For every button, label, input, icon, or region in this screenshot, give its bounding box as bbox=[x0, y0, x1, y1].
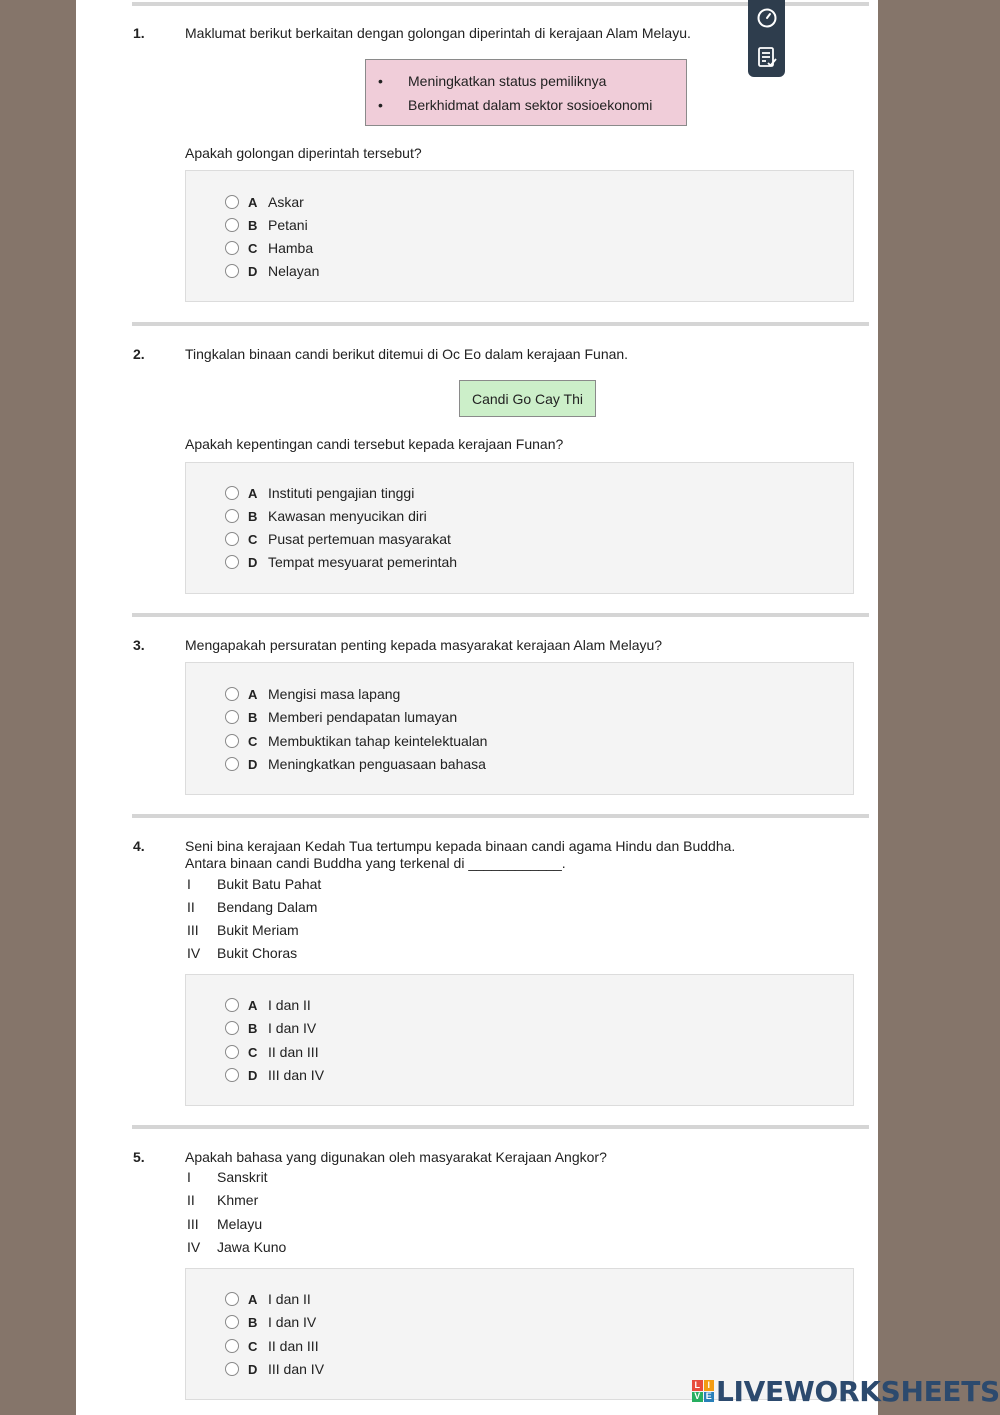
answer-options-box bbox=[185, 462, 854, 594]
radio-button[interactable] bbox=[225, 710, 239, 724]
option-a[interactable]: A Askar bbox=[225, 192, 304, 212]
timer-icon[interactable] bbox=[753, 4, 780, 31]
question-text: Apakah bahasa yang digunakan oleh masyarakat Kerajaan Angkor? bbox=[185, 1149, 607, 1165]
question-number: 1. bbox=[133, 25, 145, 41]
radio-button[interactable] bbox=[225, 1068, 239, 1082]
question-number: 2. bbox=[133, 346, 145, 362]
brand-name: LIVEWORKSHEETS bbox=[716, 1374, 1000, 1408]
option-c[interactable]: C Hamba bbox=[225, 238, 313, 258]
option-b[interactable]: B Kawasan menyucikan diri bbox=[225, 506, 427, 526]
info-box: Candi Go Cay Thi bbox=[459, 380, 596, 417]
floating-toolbar bbox=[748, 0, 785, 77]
option-d[interactable]: D III dan IV bbox=[225, 1065, 324, 1085]
radio-button[interactable] bbox=[225, 195, 239, 209]
option-a[interactable]: A I dan II bbox=[225, 1289, 311, 1309]
question-text: Seni bina kerajaan Kedah Tua tertumpu kepada binaan candi agama Hindu dan Buddha. bbox=[185, 838, 736, 854]
option-a[interactable]: A I dan II bbox=[225, 995, 311, 1015]
info-list-item: • Meningkatkan status pemiliknya bbox=[378, 73, 607, 89]
radio-button[interactable] bbox=[225, 1021, 239, 1035]
question-separator bbox=[132, 1125, 869, 1129]
checklist-icon[interactable] bbox=[753, 43, 780, 70]
option-b[interactable]: B I dan IV bbox=[225, 1312, 316, 1332]
radio-button[interactable] bbox=[225, 998, 239, 1012]
question-number: 4. bbox=[133, 838, 145, 854]
statement-item: I Sanskrit bbox=[187, 1169, 268, 1185]
radio-button[interactable] bbox=[225, 757, 239, 771]
question-number: 3. bbox=[133, 637, 145, 653]
liveworksheets-logo bbox=[692, 1375, 1000, 1407]
radio-button[interactable] bbox=[225, 1292, 239, 1306]
radio-button[interactable] bbox=[225, 218, 239, 232]
statement-item: II Bendang Dalam bbox=[187, 899, 318, 915]
radio-button[interactable] bbox=[225, 509, 239, 523]
radio-button[interactable] bbox=[225, 1045, 239, 1059]
option-c[interactable]: C II dan III bbox=[225, 1042, 319, 1062]
answer-options-box bbox=[185, 662, 854, 795]
statement-item: I Bukit Batu Pahat bbox=[187, 876, 322, 892]
worksheet-page bbox=[76, 0, 878, 1415]
option-d[interactable]: D Meningkatkan penguasaan bahasa bbox=[225, 754, 486, 774]
option-b[interactable]: B I dan IV bbox=[225, 1018, 316, 1038]
radio-button[interactable] bbox=[225, 241, 239, 255]
question-prompt: Apakah golongan diperintah tersebut? bbox=[185, 145, 422, 161]
radio-button[interactable] bbox=[225, 1339, 239, 1353]
question-prompt: Apakah kepentingan candi tersebut kepada kerajaan Funan? bbox=[185, 436, 564, 452]
option-c[interactable]: C Pusat pertemuan masyarakat bbox=[225, 529, 451, 549]
answer-options-box bbox=[185, 170, 854, 302]
option-c[interactable]: C II dan III bbox=[225, 1336, 319, 1356]
info-list-item: • Berkhidmat dalam sektor sosioekonomi bbox=[378, 97, 653, 113]
radio-button[interactable] bbox=[225, 687, 239, 701]
option-a[interactable]: A Instituti pengajian tinggi bbox=[225, 483, 414, 503]
question-text: Mengapakah persuratan penting kepada masyarakat kerajaan Alam Melayu? bbox=[185, 637, 663, 653]
radio-button[interactable] bbox=[225, 486, 239, 500]
statement-item: III Melayu bbox=[187, 1216, 263, 1232]
radio-button[interactable] bbox=[225, 532, 239, 546]
option-d[interactable]: D Tempat mesyuarat pemerintah bbox=[225, 552, 457, 572]
answer-options-box bbox=[185, 974, 854, 1106]
statement-item: IV Jawa Kuno bbox=[187, 1239, 287, 1255]
option-b[interactable]: B Memberi pendapatan lumayan bbox=[225, 707, 457, 727]
option-a[interactable]: A Mengisi masa lapang bbox=[225, 684, 400, 704]
radio-button[interactable] bbox=[225, 555, 239, 569]
question-text: Tingkalan binaan candi berikut ditemui di Oc Eo dalam kerajaan Funan. bbox=[185, 346, 629, 362]
option-d[interactable]: D III dan IV bbox=[225, 1359, 324, 1379]
question-separator bbox=[132, 322, 869, 326]
statement-item: IV Bukit Choras bbox=[187, 945, 298, 961]
info-box bbox=[365, 59, 687, 126]
radio-button[interactable] bbox=[225, 1315, 239, 1329]
option-b[interactable]: B Petani bbox=[225, 215, 308, 235]
radio-button[interactable] bbox=[225, 734, 239, 748]
question-text-line2: Antara binaan candi Buddha yang terkenal di ____________. bbox=[185, 855, 566, 871]
question-number: 5. bbox=[133, 1149, 145, 1165]
option-d[interactable]: D Nelayan bbox=[225, 261, 319, 281]
statement-item: III Bukit Meriam bbox=[187, 922, 299, 938]
statement-item: II Khmer bbox=[187, 1192, 259, 1208]
radio-button[interactable] bbox=[225, 1362, 239, 1376]
option-c[interactable]: C Membuktikan tahap keintelektualan bbox=[225, 731, 487, 751]
question-text: Maklumat berikut berkaitan dengan golongan diperintah di kerajaan Alam Melayu. bbox=[185, 25, 691, 41]
radio-button[interactable] bbox=[225, 264, 239, 278]
question-separator bbox=[132, 814, 869, 818]
logo-mark: L I V E bbox=[692, 1380, 714, 1402]
question-separator bbox=[132, 613, 869, 617]
